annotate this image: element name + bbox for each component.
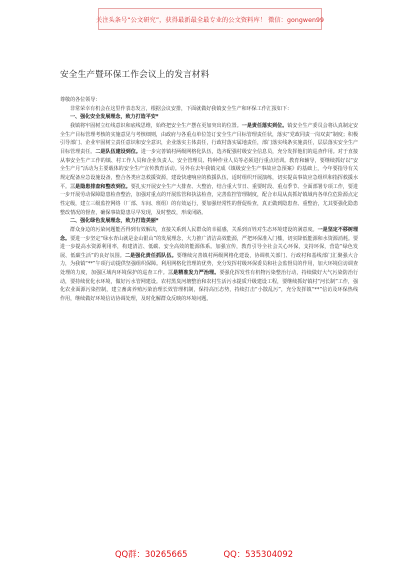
qq-contact-label: QQ：535304092: [223, 549, 294, 559]
document-title: 安全生产暨环保工作会议上的发言材料: [60, 70, 210, 80]
document-body: [60, 96, 358, 304]
section-2-paragraph-1: 群众身边的污染问题能否得到有效解决，直接关系到人民群众的幸福感，关系到百姓对生态环境建设的满意度。一是坚定不移树理念。要进一步坚定“绿水青山就是金山银山”的发展理念，大力推广清洁高效能源，严把环保准入门槛，切实降低能源和水资源消耗。要进一步提高水资源利用率，构建清洁、低碳、安全高效的能源体系。加强宣传，教育引导全社会关心环保，支持环保，营造“绿色发展、低碳生活”的良好氛围。二是强化责任抓队伍。要继续完善镇村两级网格化建设，协调机关部门、行政村和基线部门汇聚强大合力，为我镇“**”午项行动提供坚强组织保障。利用网格化管理的优势，充分发挥村级环保委员和社会监督员的作用，加大环境信访调查处理的力度，加强区域内环境保护的巡查工作。三是精准发力严治理。要强化挥发性有机物污染整治行动，持续做好大气污染防治行动，要持续优化水环境，做好污水管网建设。农村黑臭河塘整治和农村生活污水提质升级建设工程，要继续抓好镇村“河长制”工作，强化农业面源污染控制，建立畜禽养殖污染治理长效管理机制，保持高压态势，持续打击“小散乱污”，充分发挥镇“**”信访及环保热线作用，继续做好环境信访协调处理，及时化解群众反映的环境问题。: [60, 226, 359, 303]
section-1-paragraph-1: 我镇将牢固树立红线意识和底线思维，始终把安全生产摆在更加突出的位置。一是责任落实到位。镇安全生产委员会将认真制定安全生产目标管理考核的实施意见与考核细则，由政府与各重点单位签订安全生产目标管理责任状，落实“党政同责一岗双责”制度；积极引导部门、企业牢固树立责任意识和安全意识，企业落实主体责任，行政村落实属地责任，部门落实线条实施责任，层层落实安全生产目标管理责任。二是队伍建设到位。进一步完善镇村两级网格化队伍，选齐配强村级安全信息员，充分发挥他们的巡查作用。对于直接从事安全生产工作的镇、村工作人员和企业负责人、安全管理员、特种作业人员等必须进行重点培训。教育和辅导，要继续抓好以“安全生产月”活动为主要载体的安全生产宣传教育活动。另外在去年我镇完成《镇级安全生产事故应急预案》的基础上，今年要指导有关规定配备应急设施设备，整合各类应急救援资源，建设快速响应的救援队伍，适时组织开展演练，切实提高事故应急组织和指挥救援水平。三是隐患排查和整改到位。要扎实开展安全生产大排查、大整治，结合重大节日、重要时段、重点季节、全面部署专项工作，要进一步开展劳动保障隐患检查整治，加强对重点的开展监管和执法检查，完善监控管理制度，配合市局从真抓好镇域内各单位危险源点定性定级，建立三级监控网络（厂部、车间、班组）的有效运行，要加强经常性的督促检查，真正做到隐患查、重整治，尤其要强化隐患整改情况的督查，确保事故隐患尽早发现，及时整改，形成闭路。: [60, 122, 359, 216]
contact-footer: [0, 548, 408, 560]
intro-paragraph: 非常荣幸有机会在这里作表态发言，根据会议安排，下面就做好我镇安全生产和环保工作汇报如下：: [70, 105, 293, 112]
section-heading-1: 一、强化安全发展理念，致力打造平安*: [70, 114, 159, 121]
salutation: 尊敬的各位领导：: [60, 97, 101, 103]
banner-text: 关注头条号“公文研究”，获得最新最全最专业的公文资料库！ 微信：gongwen99: [95, 16, 325, 24]
promo-banner: [95, 8, 325, 30]
section-heading-2: 二、强化绿色发展理念，致力打造美丽*: [70, 218, 159, 225]
qq-group-label: QQ群：30265665: [114, 549, 188, 559]
